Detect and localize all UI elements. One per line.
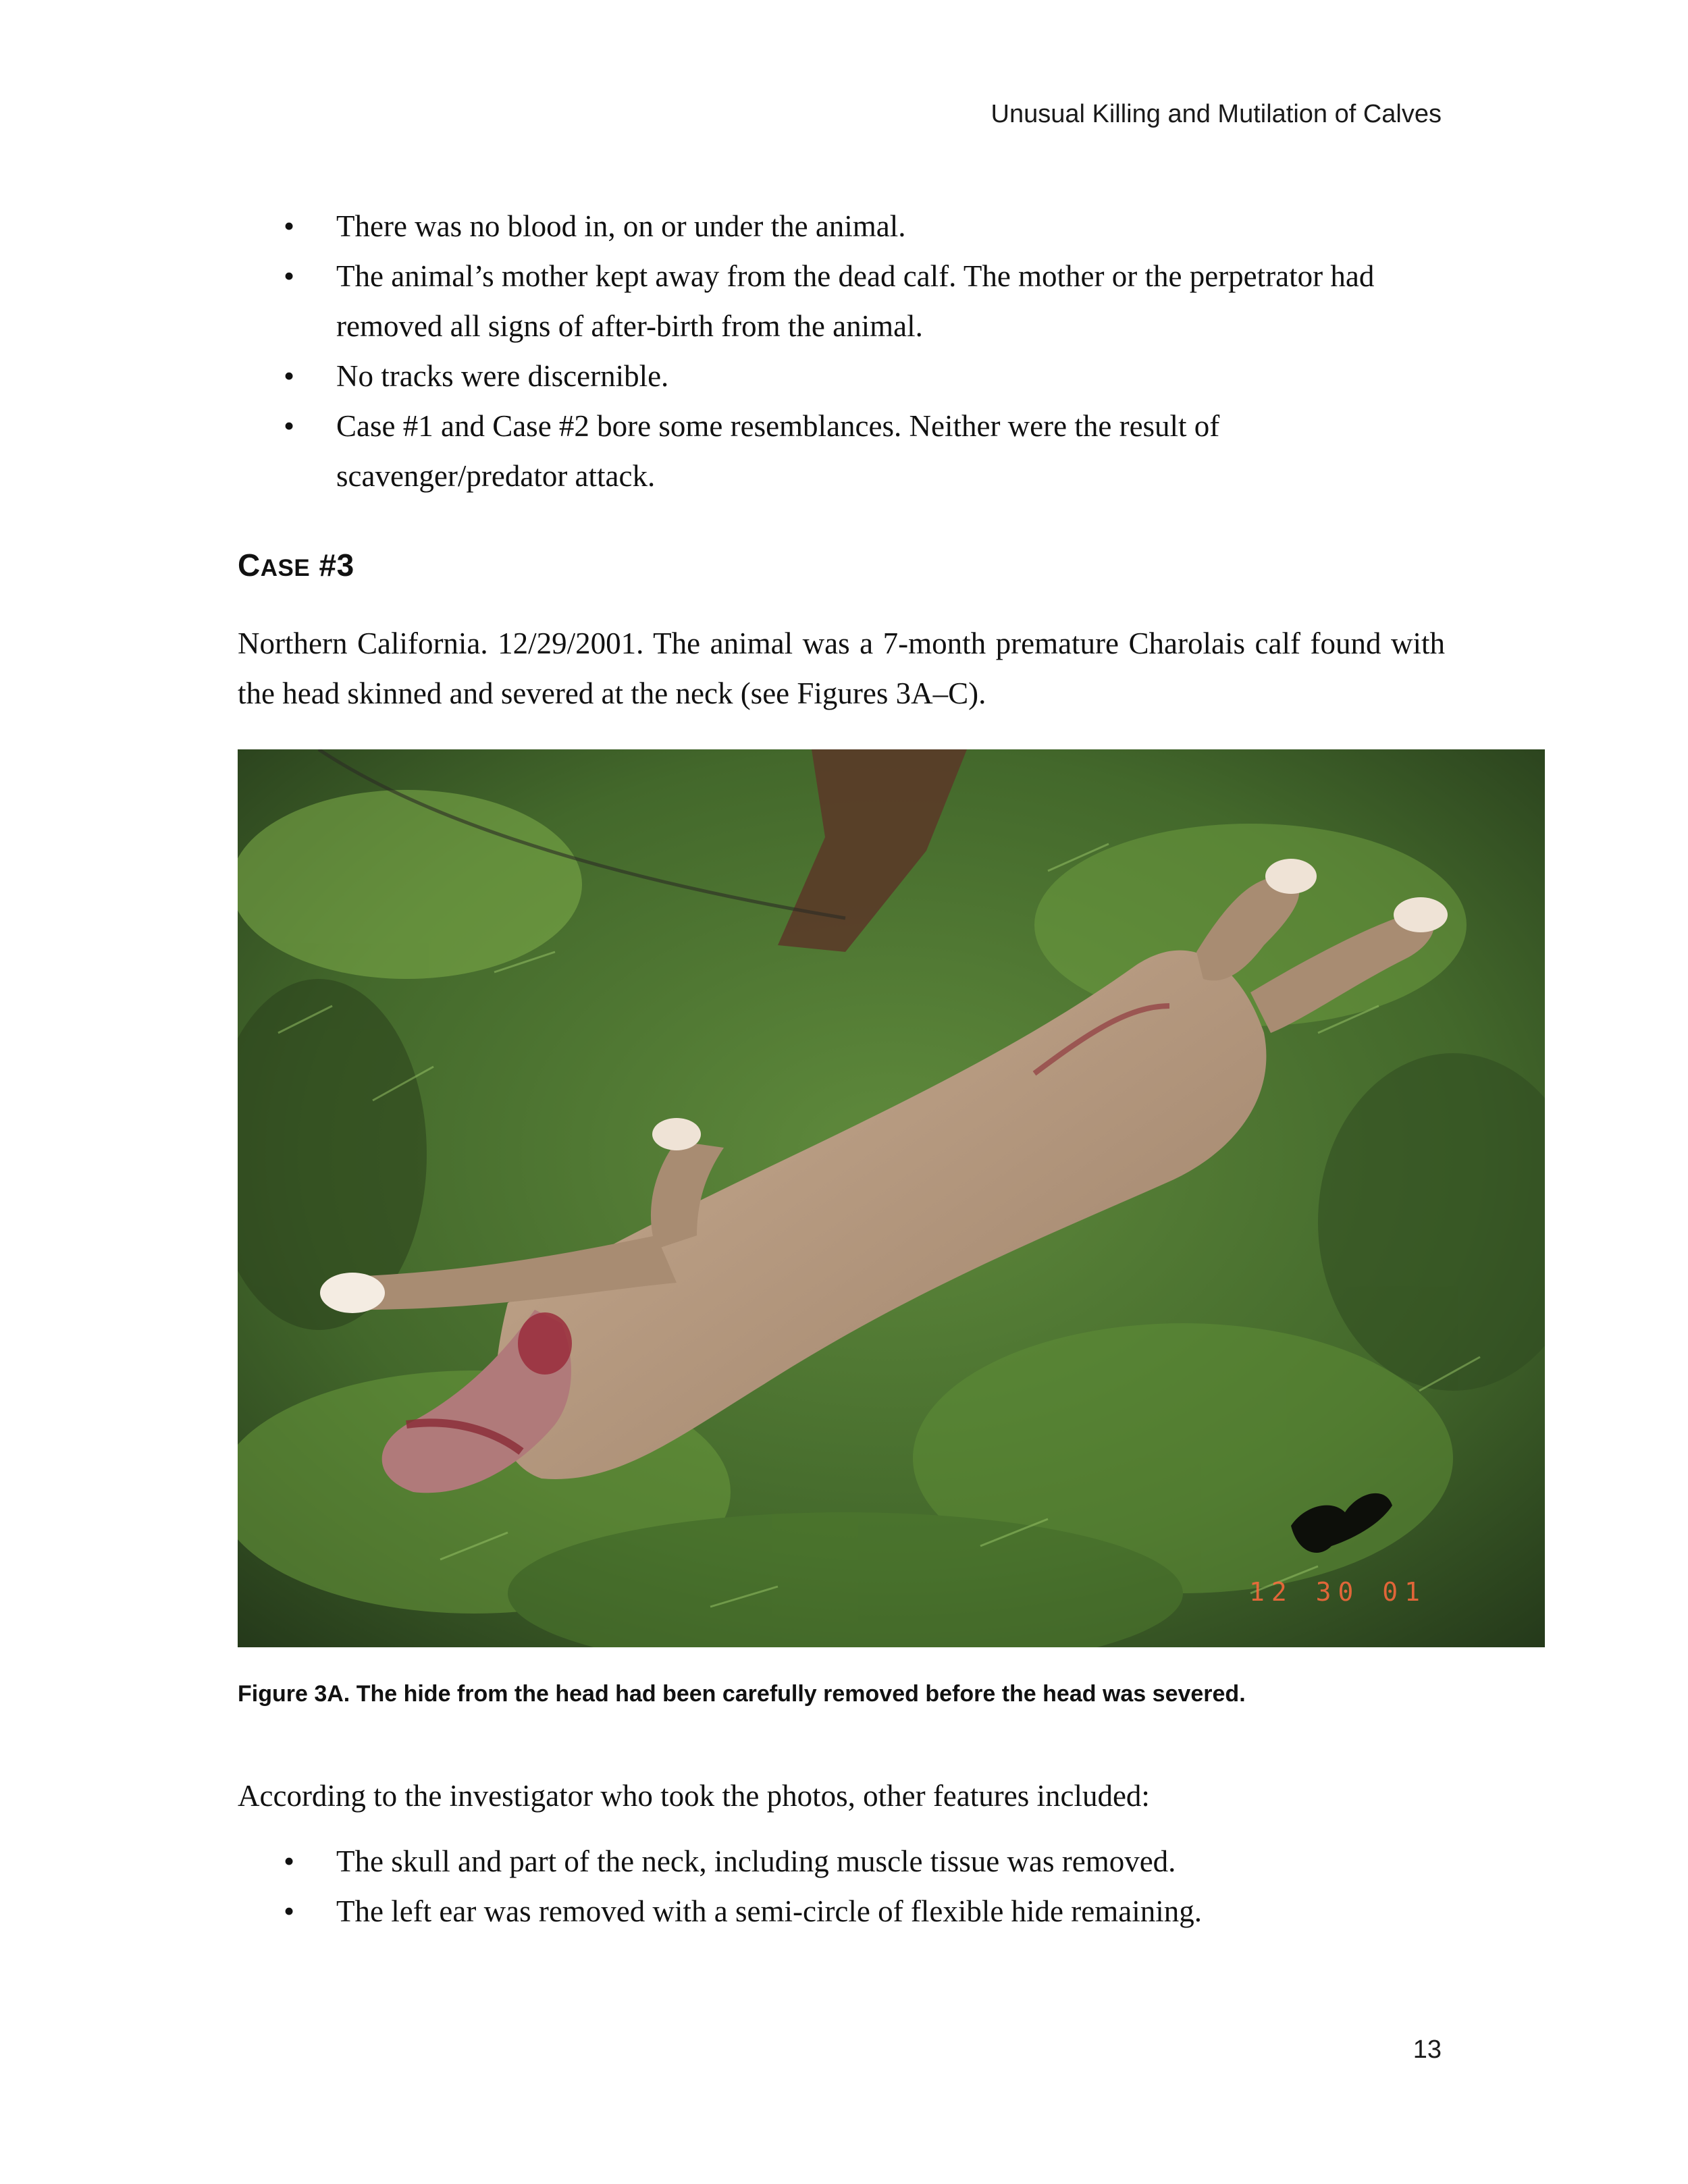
- bullet-list-top: [284, 201, 1445, 501]
- bullet-item: • No tracks were discernible.: [284, 351, 1445, 401]
- bullet-item: • The skull and part of the neck, including muscle tissue was removed.: [284, 1836, 1445, 1886]
- case-heading-smallcaps: ASE: [260, 555, 311, 581]
- page-number: 13: [1413, 2035, 1442, 2064]
- photo-date-stamp: 12 30 01: [1248, 1577, 1427, 1607]
- bullet-item: • Case #1 and Case #2 bore some resemblances. Neither were the result of scavenger/predator attack.: [284, 401, 1445, 501]
- bullet-list-bottom: [284, 1836, 1445, 1936]
- case-description: Northern California. 12/29/2001. The animal was a 7-month premature Charolais calf found with the head skinned and severed at the neck (see Figures 3A–C).: [238, 627, 1445, 710]
- calf-photo-illustration: [238, 749, 1545, 1647]
- case-heading: [238, 547, 354, 583]
- case-heading-number: #3: [310, 548, 354, 583]
- running-header: Unusual Killing and Mutilation of Calves: [991, 100, 1442, 128]
- case-heading-initial: C: [238, 548, 261, 583]
- figure-3a-photo: [238, 749, 1545, 1647]
- bullet-item: • There was no blood in, on or under the animal.: [284, 201, 1445, 251]
- figure-caption: Figure 3A. The hide from the head had been carefully removed before the head was severed.: [238, 1681, 1246, 1707]
- bullet-item: • The left ear was removed with a semi-circle of flexible hide remaining.: [284, 1886, 1445, 1936]
- bullet-item: • The animal’s mother kept away from the dead calf. The mother or the perpetrator had removed all signs of after-birth from the animal.: [284, 251, 1445, 351]
- features-intro: According to the investigator who took the photos, other features included:: [238, 1779, 1150, 1813]
